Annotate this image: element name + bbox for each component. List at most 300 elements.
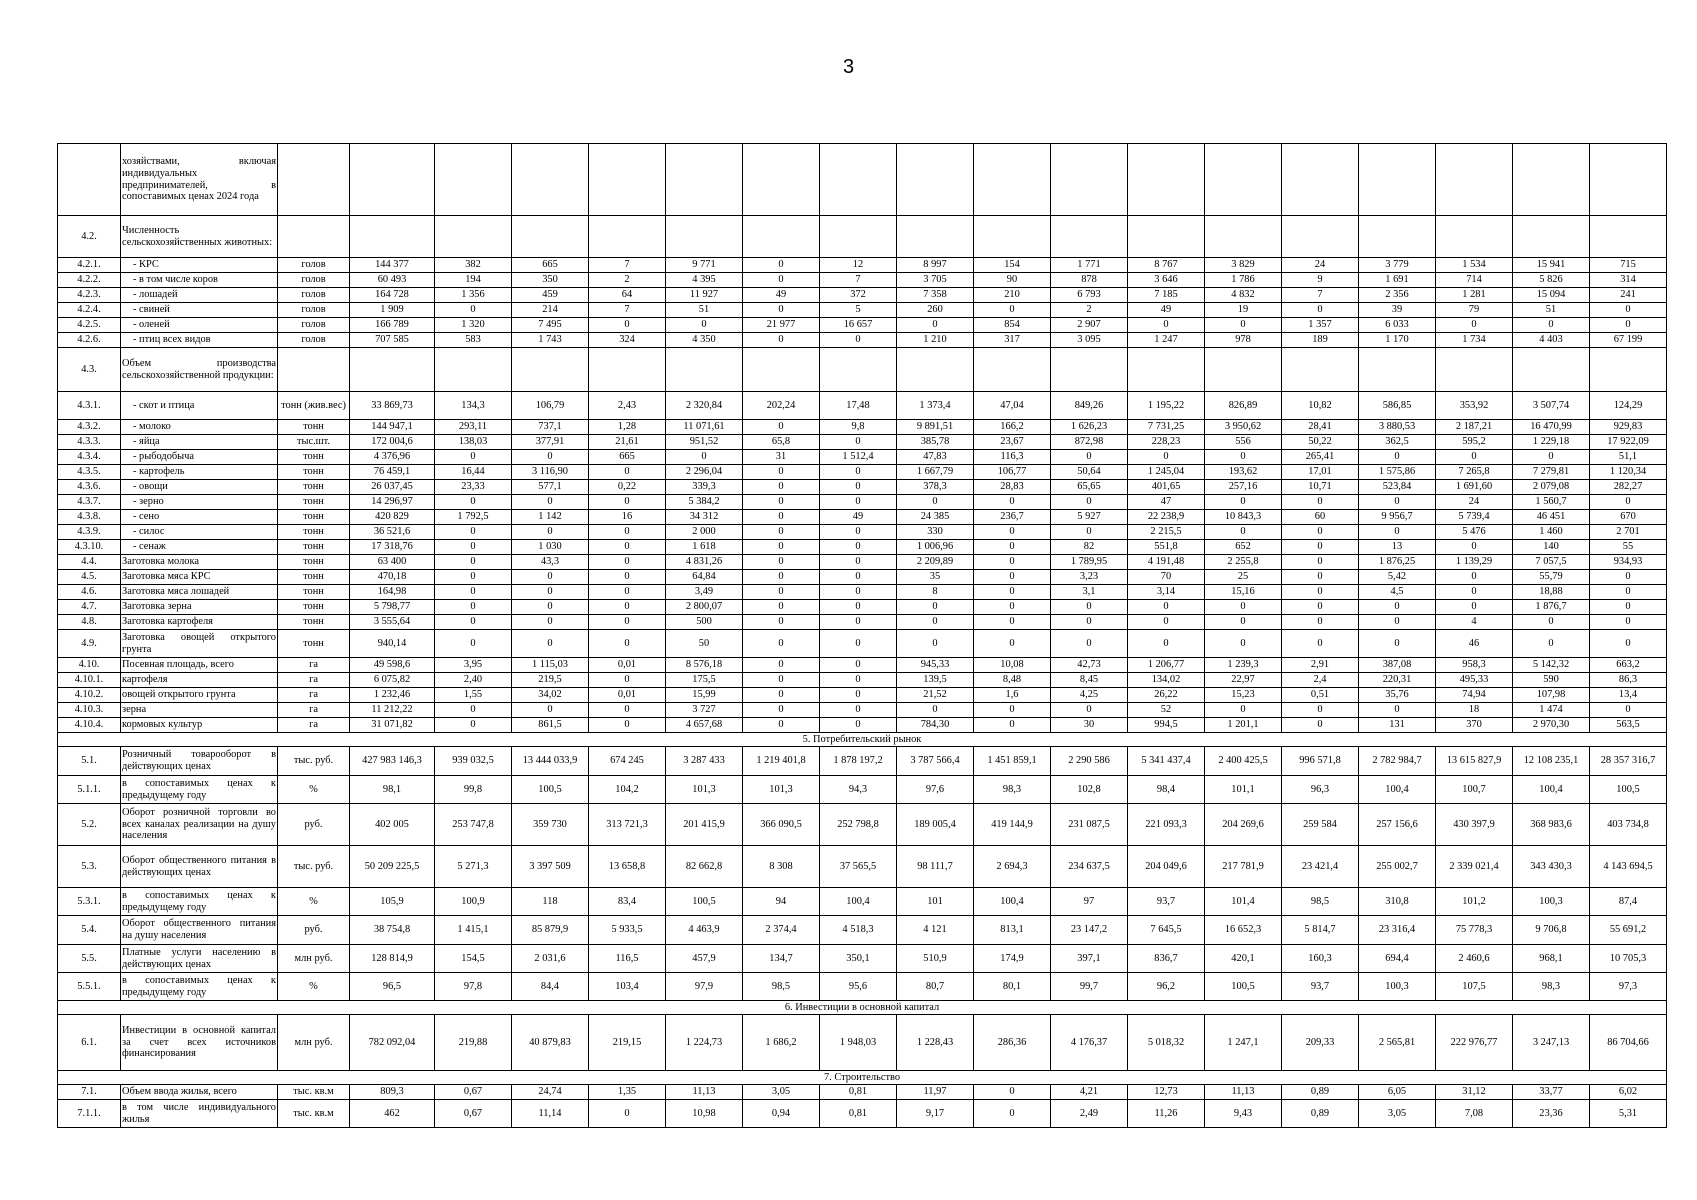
value-cell: 100,7 [1436, 776, 1513, 804]
row-number: 5.3. [58, 846, 121, 888]
value-cell: 3 727 [666, 703, 743, 718]
value-cell: 674 245 [589, 747, 666, 776]
value-cell: 2 782 984,7 [1359, 747, 1436, 776]
value-cell: 0 [820, 465, 897, 480]
value-cell: 0 [743, 420, 820, 435]
value-cell: 5 798,77 [350, 600, 435, 615]
value-cell: 2 [1051, 303, 1128, 318]
value-cell: 0 [1590, 703, 1667, 718]
value-cell: 0 [974, 570, 1051, 585]
value-cell [666, 348, 743, 392]
value-cell: 0 [1436, 540, 1513, 555]
value-cell: 362,5 [1359, 435, 1436, 450]
value-cell: 60 [1282, 510, 1359, 525]
value-cell: 3,1 [1051, 585, 1128, 600]
value-cell: 107,5 [1436, 973, 1513, 1001]
value-cell: 0 [589, 585, 666, 600]
value-cell: 0,22 [589, 480, 666, 495]
value-cell: 101,4 [1205, 888, 1282, 916]
unit: тонн [278, 555, 350, 570]
table-row [58, 273, 1667, 288]
row-number: 5.5. [58, 945, 121, 973]
table-row [58, 525, 1667, 540]
value-cell: 50 209 225,5 [350, 846, 435, 888]
row-number: 4.2.1. [58, 258, 121, 273]
value-cell: 1 743 [512, 333, 589, 348]
value-cell: 255 002,7 [1359, 846, 1436, 888]
value-cell: 0 [1359, 525, 1436, 540]
unit: тыс. руб. [278, 747, 350, 776]
value-cell: 100,5 [1590, 776, 1667, 804]
value-cell [820, 216, 897, 258]
value-cell: 51,1 [1590, 450, 1667, 465]
value-cell: 98 111,7 [897, 846, 974, 888]
value-cell: 39 [1359, 303, 1436, 318]
row-number: 4.3.4. [58, 450, 121, 465]
unit: тыс.шт. [278, 435, 350, 450]
row-number: 4.3.6. [58, 480, 121, 495]
value-cell: 0 [1282, 615, 1359, 630]
value-cell: 220,31 [1359, 673, 1436, 688]
value-cell: 420 829 [350, 510, 435, 525]
value-cell: 0 [974, 495, 1051, 510]
value-cell: 90 [974, 273, 1051, 288]
value-cell: 65,8 [743, 435, 820, 450]
value-cell: 0 [820, 495, 897, 510]
value-cell: 12,73 [1128, 1085, 1205, 1100]
value-cell: 0 [1513, 630, 1590, 658]
value-cell: 101 [897, 888, 974, 916]
value-cell: 4 518,3 [820, 916, 897, 945]
value-cell: 0 [589, 718, 666, 733]
value-cell: 427 983 146,3 [350, 747, 435, 776]
value-cell: 1 575,86 [1359, 465, 1436, 480]
value-cell: 782 092,04 [350, 1015, 435, 1071]
value-cell: 5 814,7 [1282, 916, 1359, 945]
value-cell: 1 201,1 [1205, 718, 1282, 733]
unit: руб. [278, 804, 350, 846]
value-cell: 13,4 [1590, 688, 1667, 703]
value-cell: 97 [1051, 888, 1128, 916]
value-cell: 9 956,7 [1359, 510, 1436, 525]
value-cell: 495,33 [1436, 673, 1513, 688]
value-cell: 3 787 566,4 [897, 747, 974, 776]
value-cell: 17 318,76 [350, 540, 435, 555]
section-title: 7. Строительство [58, 1071, 1667, 1085]
value-cell: 324 [589, 333, 666, 348]
value-cell [1128, 144, 1205, 216]
value-cell: 577,1 [512, 480, 589, 495]
value-cell: 46 [1436, 630, 1513, 658]
value-cell: 2 320,84 [666, 392, 743, 420]
value-cell: 4,21 [1051, 1085, 1128, 1100]
value-cell: 595,2 [1436, 435, 1513, 450]
section-title: 6. Инвестиции в основной капитал [58, 1001, 1667, 1015]
value-cell: 1 786 [1205, 273, 1282, 288]
indicator-name: Инвестиции в основной капитал за счет всех источников финансирования [121, 1015, 278, 1071]
row-number: 4.10.1. [58, 673, 121, 688]
value-cell: 10,82 [1282, 392, 1359, 420]
value-cell: 0 [1128, 318, 1205, 333]
value-cell: 2,4 [1282, 673, 1359, 688]
value-cell: 0 [589, 555, 666, 570]
value-cell: 0 [897, 600, 974, 615]
unit: тонн [278, 630, 350, 658]
value-cell: 401,65 [1128, 480, 1205, 495]
value-cell: 14 296,97 [350, 495, 435, 510]
value-cell [1513, 144, 1590, 216]
value-cell: 5 476 [1436, 525, 1513, 540]
value-cell: 6,05 [1359, 1085, 1436, 1100]
row-number: 4.3. [58, 348, 121, 392]
value-cell [1205, 348, 1282, 392]
unit: голов [278, 303, 350, 318]
value-cell: 80,7 [897, 973, 974, 1001]
value-cell: 1 357 [1282, 318, 1359, 333]
value-cell: 996 571,8 [1282, 747, 1359, 776]
value-cell: 49 [1128, 303, 1205, 318]
value-cell: 0,67 [435, 1100, 512, 1128]
value-cell: 17,01 [1282, 465, 1359, 480]
table-row [58, 348, 1667, 392]
value-cell: 563,5 [1590, 718, 1667, 733]
unit: тыс. кв.м [278, 1085, 350, 1100]
value-cell: 138,03 [435, 435, 512, 450]
row-number: 4.3.7. [58, 495, 121, 510]
unit: тонн (жив.вес) [278, 392, 350, 420]
value-cell: 5 341 437,4 [1128, 747, 1205, 776]
value-cell: 25 [1205, 570, 1282, 585]
value-cell: 2,91 [1282, 658, 1359, 673]
value-cell: 219,88 [435, 1015, 512, 1071]
value-cell: 385,78 [897, 435, 974, 450]
value-cell: 0 [743, 258, 820, 273]
value-cell: 0 [666, 318, 743, 333]
value-cell: 0 [512, 495, 589, 510]
table-row [58, 747, 1667, 776]
value-cell: 854 [974, 318, 1051, 333]
value-cell: 715 [1590, 258, 1667, 273]
value-cell [1051, 144, 1128, 216]
value-cell: 8 [897, 585, 974, 600]
value-cell: 21,61 [589, 435, 666, 450]
row-number: 4.4. [58, 555, 121, 570]
row-number: 5.1. [58, 747, 121, 776]
value-cell [435, 216, 512, 258]
value-cell: 7 185 [1128, 288, 1205, 303]
value-cell: 3 397 509 [512, 846, 589, 888]
value-cell: 8 576,18 [666, 658, 743, 673]
value-cell: 13 615 827,9 [1436, 747, 1513, 776]
value-cell: 377,91 [512, 435, 589, 450]
value-cell: 3 880,53 [1359, 420, 1436, 435]
value-cell [1513, 348, 1590, 392]
value-cell: 951,52 [666, 435, 743, 450]
value-cell: 26,22 [1128, 688, 1205, 703]
value-cell: 100,5 [1205, 973, 1282, 1001]
unit: га [278, 658, 350, 673]
value-cell: 0 [1051, 703, 1128, 718]
value-cell: 154,5 [435, 945, 512, 973]
value-cell: 31 071,82 [350, 718, 435, 733]
value-cell: 0 [1205, 318, 1282, 333]
value-cell: 0 [743, 630, 820, 658]
value-cell: 172 004,6 [350, 435, 435, 450]
value-cell: 0 [666, 450, 743, 465]
value-cell: 5 271,3 [435, 846, 512, 888]
value-cell: 2,49 [1051, 1100, 1128, 1128]
value-cell: 5 [820, 303, 897, 318]
value-cell: 809,3 [350, 1085, 435, 1100]
value-cell: 5 018,32 [1128, 1015, 1205, 1071]
value-cell: 1 373,4 [897, 392, 974, 420]
value-cell: 5 142,32 [1513, 658, 1590, 673]
value-cell [897, 348, 974, 392]
indicator-name: - рыбодобыча [121, 450, 278, 465]
value-cell: 94,3 [820, 776, 897, 804]
value-cell: 1 320 [435, 318, 512, 333]
value-cell: 397,1 [1051, 945, 1128, 973]
value-cell: 7 731,25 [1128, 420, 1205, 435]
value-cell: 214 [512, 303, 589, 318]
table-row [58, 392, 1667, 420]
value-cell: 1 792,5 [435, 510, 512, 525]
value-cell: 24 [1436, 495, 1513, 510]
row-number: 4.3.10. [58, 540, 121, 555]
value-cell: 2 296,04 [666, 465, 743, 480]
value-cell: 3 095 [1051, 333, 1128, 348]
value-cell: 403 734,8 [1590, 804, 1667, 846]
value-cell: 3 705 [897, 273, 974, 288]
value-cell: 0 [974, 303, 1051, 318]
row-number: 4.3.8. [58, 510, 121, 525]
value-cell: 0 [974, 718, 1051, 733]
table-row [58, 630, 1667, 658]
value-cell: 8,45 [1051, 673, 1128, 688]
value-cell: 939 032,5 [435, 747, 512, 776]
value-cell: 0 [1205, 450, 1282, 465]
unit: га [278, 688, 350, 703]
value-cell: 1 734 [1436, 333, 1513, 348]
value-cell: 4,5 [1359, 585, 1436, 600]
table-row [58, 540, 1667, 555]
value-cell: 551,8 [1128, 540, 1205, 555]
indicator-name: - оленей [121, 318, 278, 333]
table-row [58, 465, 1667, 480]
value-cell: 372 [820, 288, 897, 303]
value-cell: 5,42 [1359, 570, 1436, 585]
value-cell: 49 [820, 510, 897, 525]
value-cell: 217 781,9 [1205, 846, 1282, 888]
value-cell: 49 [743, 288, 820, 303]
value-cell: 2 255,8 [1205, 555, 1282, 570]
value-cell: 4 121 [897, 916, 974, 945]
value-cell [666, 216, 743, 258]
value-cell: 16 652,3 [1205, 916, 1282, 945]
value-cell [512, 348, 589, 392]
value-cell: 35 [897, 570, 974, 585]
value-cell: 107,98 [1513, 688, 1590, 703]
value-cell: 286,36 [974, 1015, 1051, 1071]
value-cell: 0 [435, 703, 512, 718]
value-cell: 5 739,4 [1436, 510, 1513, 525]
value-cell: 265,41 [1282, 450, 1359, 465]
value-cell: 102,8 [1051, 776, 1128, 804]
value-cell: 97,9 [666, 973, 743, 1001]
value-cell: 6 075,82 [350, 673, 435, 688]
value-cell: 1 534 [1436, 258, 1513, 273]
value-cell [435, 144, 512, 216]
indicator-name: Посевная площадь, всего [121, 658, 278, 673]
value-cell: 586,85 [1359, 392, 1436, 420]
value-cell: 55,79 [1513, 570, 1590, 585]
value-cell: 100,3 [1359, 973, 1436, 1001]
value-cell: 50,64 [1051, 465, 1128, 480]
indicator-name: - свиней [121, 303, 278, 318]
value-cell: 106,77 [974, 465, 1051, 480]
value-cell: 10,08 [974, 658, 1051, 673]
value-cell: 293,11 [435, 420, 512, 435]
value-cell: 0 [1359, 600, 1436, 615]
value-cell: 813,1 [974, 916, 1051, 945]
value-cell: 343 430,3 [1513, 846, 1590, 888]
value-cell: 21,52 [897, 688, 974, 703]
value-cell: 1 948,03 [820, 1015, 897, 1071]
value-cell: 1 139,29 [1436, 555, 1513, 570]
value-cell: 3,05 [1359, 1100, 1436, 1128]
value-cell [1051, 348, 1128, 392]
value-cell: 4 832 [1205, 288, 1282, 303]
table-row [58, 673, 1667, 688]
value-cell: 419 144,9 [974, 804, 1051, 846]
indicator-name: Заготовка молока [121, 555, 278, 570]
value-cell: 0 [820, 540, 897, 555]
value-cell: 0 [435, 495, 512, 510]
value-cell: 707 585 [350, 333, 435, 348]
value-cell: 4 350 [666, 333, 743, 348]
value-cell: 259 584 [1282, 804, 1359, 846]
value-cell: 42,73 [1051, 658, 1128, 673]
value-cell: 2 970,30 [1513, 718, 1590, 733]
value-cell: 10 843,3 [1205, 510, 1282, 525]
unit: тонн [278, 525, 350, 540]
value-cell: 11,26 [1128, 1100, 1205, 1128]
value-cell: 0 [974, 630, 1051, 658]
value-cell: 3 950,62 [1205, 420, 1282, 435]
value-cell: 189 [1282, 333, 1359, 348]
value-cell: 103,4 [589, 973, 666, 1001]
value-cell: 35,76 [1359, 688, 1436, 703]
value-cell [1436, 348, 1513, 392]
unit: голов [278, 288, 350, 303]
value-cell: 7 [1282, 288, 1359, 303]
value-cell: 0 [435, 555, 512, 570]
row-number: 4.8. [58, 615, 121, 630]
value-cell: 28,41 [1282, 420, 1359, 435]
value-cell: 0 [1051, 450, 1128, 465]
value-cell: 100,5 [666, 888, 743, 916]
value-cell: 93,7 [1282, 973, 1359, 1001]
value-cell: 94 [743, 888, 820, 916]
value-cell: 99,7 [1051, 973, 1128, 1001]
value-cell: 0 [1590, 303, 1667, 318]
value-cell: 0 [820, 600, 897, 615]
value-cell: 0 [589, 673, 666, 688]
value-cell: 1 691,60 [1436, 480, 1513, 495]
value-cell: 0 [512, 703, 589, 718]
value-cell: 0 [1128, 450, 1205, 465]
value-cell: 7 [820, 273, 897, 288]
row-number: 4.2.3. [58, 288, 121, 303]
page-number: 3 [842, 56, 855, 78]
value-cell: 1 876,25 [1359, 555, 1436, 570]
value-cell: 97,6 [897, 776, 974, 804]
unit: тонн [278, 465, 350, 480]
value-cell: 55 [1590, 540, 1667, 555]
value-cell: 0,89 [1282, 1100, 1359, 1128]
value-cell: 0 [897, 703, 974, 718]
value-cell: 0 [589, 630, 666, 658]
value-cell: 0 [743, 703, 820, 718]
value-cell: 7,08 [1436, 1100, 1513, 1128]
value-cell: 4 376,96 [350, 450, 435, 465]
value-cell: 940,14 [350, 630, 435, 658]
value-cell: 0 [743, 273, 820, 288]
unit: тонн [278, 450, 350, 465]
value-cell: 16 470,99 [1513, 420, 1590, 435]
value-cell: 861,5 [512, 718, 589, 733]
value-cell: 556 [1205, 435, 1282, 450]
table-row [58, 804, 1667, 846]
value-cell: 1 206,77 [1128, 658, 1205, 673]
unit: млн руб. [278, 945, 350, 973]
value-cell: 0 [512, 585, 589, 600]
value-cell [1590, 216, 1667, 258]
value-cell: 0 [1359, 450, 1436, 465]
value-cell: 40 879,83 [512, 1015, 589, 1071]
value-cell: 339,3 [666, 480, 743, 495]
value-cell: 430 397,9 [1436, 804, 1513, 846]
value-cell: 64 [589, 288, 666, 303]
row-number: 4.3.5. [58, 465, 121, 480]
value-cell: 459 [512, 288, 589, 303]
row-number [58, 144, 121, 216]
value-cell: 65,65 [1051, 480, 1128, 495]
value-cell: 420,1 [1205, 945, 1282, 973]
section-title: 5. Потребительский рынок [58, 733, 1667, 747]
row-number: 4.10.3. [58, 703, 121, 718]
value-cell: 0 [743, 718, 820, 733]
value-cell: 945,33 [897, 658, 974, 673]
indicator-name: Объем ввода жилья, всего [121, 1085, 278, 1100]
value-cell: 0 [435, 600, 512, 615]
value-cell: 994,5 [1128, 718, 1205, 733]
table-row [58, 288, 1667, 303]
value-cell: 0 [435, 525, 512, 540]
value-cell: 100,3 [1513, 888, 1590, 916]
value-cell: 7 265,8 [1436, 465, 1513, 480]
value-cell: 5,31 [1590, 1100, 1667, 1128]
value-cell: 1 512,4 [820, 450, 897, 465]
value-cell: 2 400 425,5 [1205, 747, 1282, 776]
value-cell: 0 [1051, 525, 1128, 540]
value-cell: 0 [435, 540, 512, 555]
value-cell: 2,40 [435, 673, 512, 688]
value-cell: 0 [1205, 630, 1282, 658]
value-cell: 314 [1590, 273, 1667, 288]
value-cell: 17,48 [820, 392, 897, 420]
value-cell: 0 [1513, 615, 1590, 630]
